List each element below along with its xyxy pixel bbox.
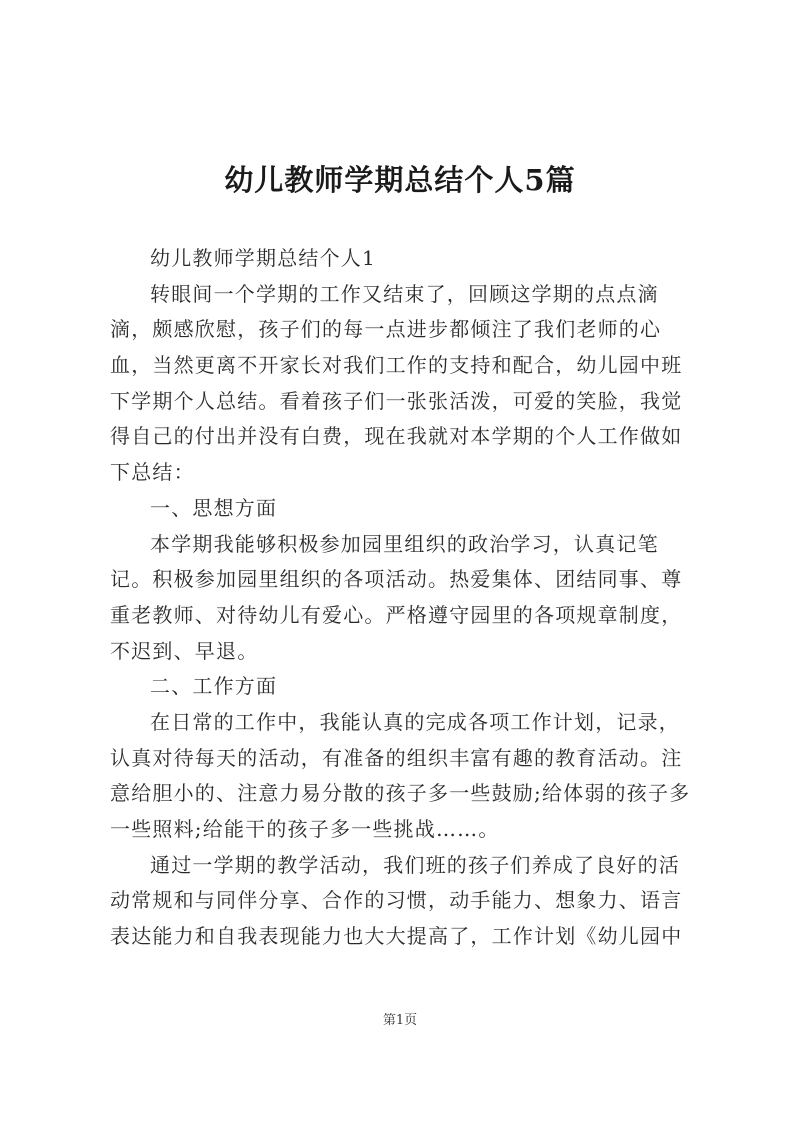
paragraph-line: 通过一学期的教学活动，我们班的孩子们养成了良好的活 (150, 852, 680, 877)
paragraph-line: 意给胆小的、注意力易分散的孩子多一些鼓励;给体弱的孩子多 (110, 781, 691, 806)
paragraph-line: 在日常的工作中，我能认真的完成各项工作计划，记录， (150, 709, 680, 734)
paragraph-line: 滴，颇感欣慰，孩子们的每一点进步都倾注了我们老师的心 (110, 317, 662, 342)
document-body (110, 241, 702, 955)
section-heading: 二、工作方面 (150, 674, 278, 699)
paragraph-line: 不迟到、早退。 (110, 638, 259, 663)
paragraph-line: 得自己的付出并没有白费，现在我就对本学期的个人工作做如 (110, 424, 683, 449)
page-number: 第1页 (382, 1013, 418, 1028)
paragraph-line: 表达能力和自我表现能力也大大提高了，工作计划《幼儿园中 (110, 924, 683, 949)
paragraph-line: 认真对待每天的活动，有准备的组织丰富有趣的教育活动。注 (110, 745, 683, 770)
paragraph-line: 本学期我能够积极参加园里组织的政治学习，认真记笔 (150, 531, 659, 556)
document-title: 幼儿教师学期总结个人5篇 (224, 163, 576, 197)
paragraph-line: 一些照料;给能干的孩子多一些挑战……。 (110, 817, 500, 841)
paragraph-line: 记。积极参加园里组织的各项活动。热爱集体、团结同事、尊 (110, 567, 683, 592)
paragraph-line: 血，当然更离不开家长对我们工作的支持和配合，幼儿园中班 (110, 353, 683, 378)
section-heading: 一、思想方面 (150, 495, 278, 520)
paragraph-line: 动常规和与同伴分享、合作的习惯，动手能力、想象力、语言 (110, 888, 683, 913)
paragraph-line: 下学期个人总结。看着孩子们一张张活泼，可爱的笑脸，我觉 (110, 388, 683, 413)
paragraph-line: 重老教师、对待幼儿有爱心。严格遵守园里的各项规章制度， (110, 602, 683, 627)
paragraph-line: 下总结： (110, 460, 195, 485)
section-heading: 幼儿教师学期总结个人1 (150, 246, 376, 270)
paragraph-line: 转眼间一个学期的工作又结束了，回顾这学期的点点滴 (150, 281, 659, 306)
